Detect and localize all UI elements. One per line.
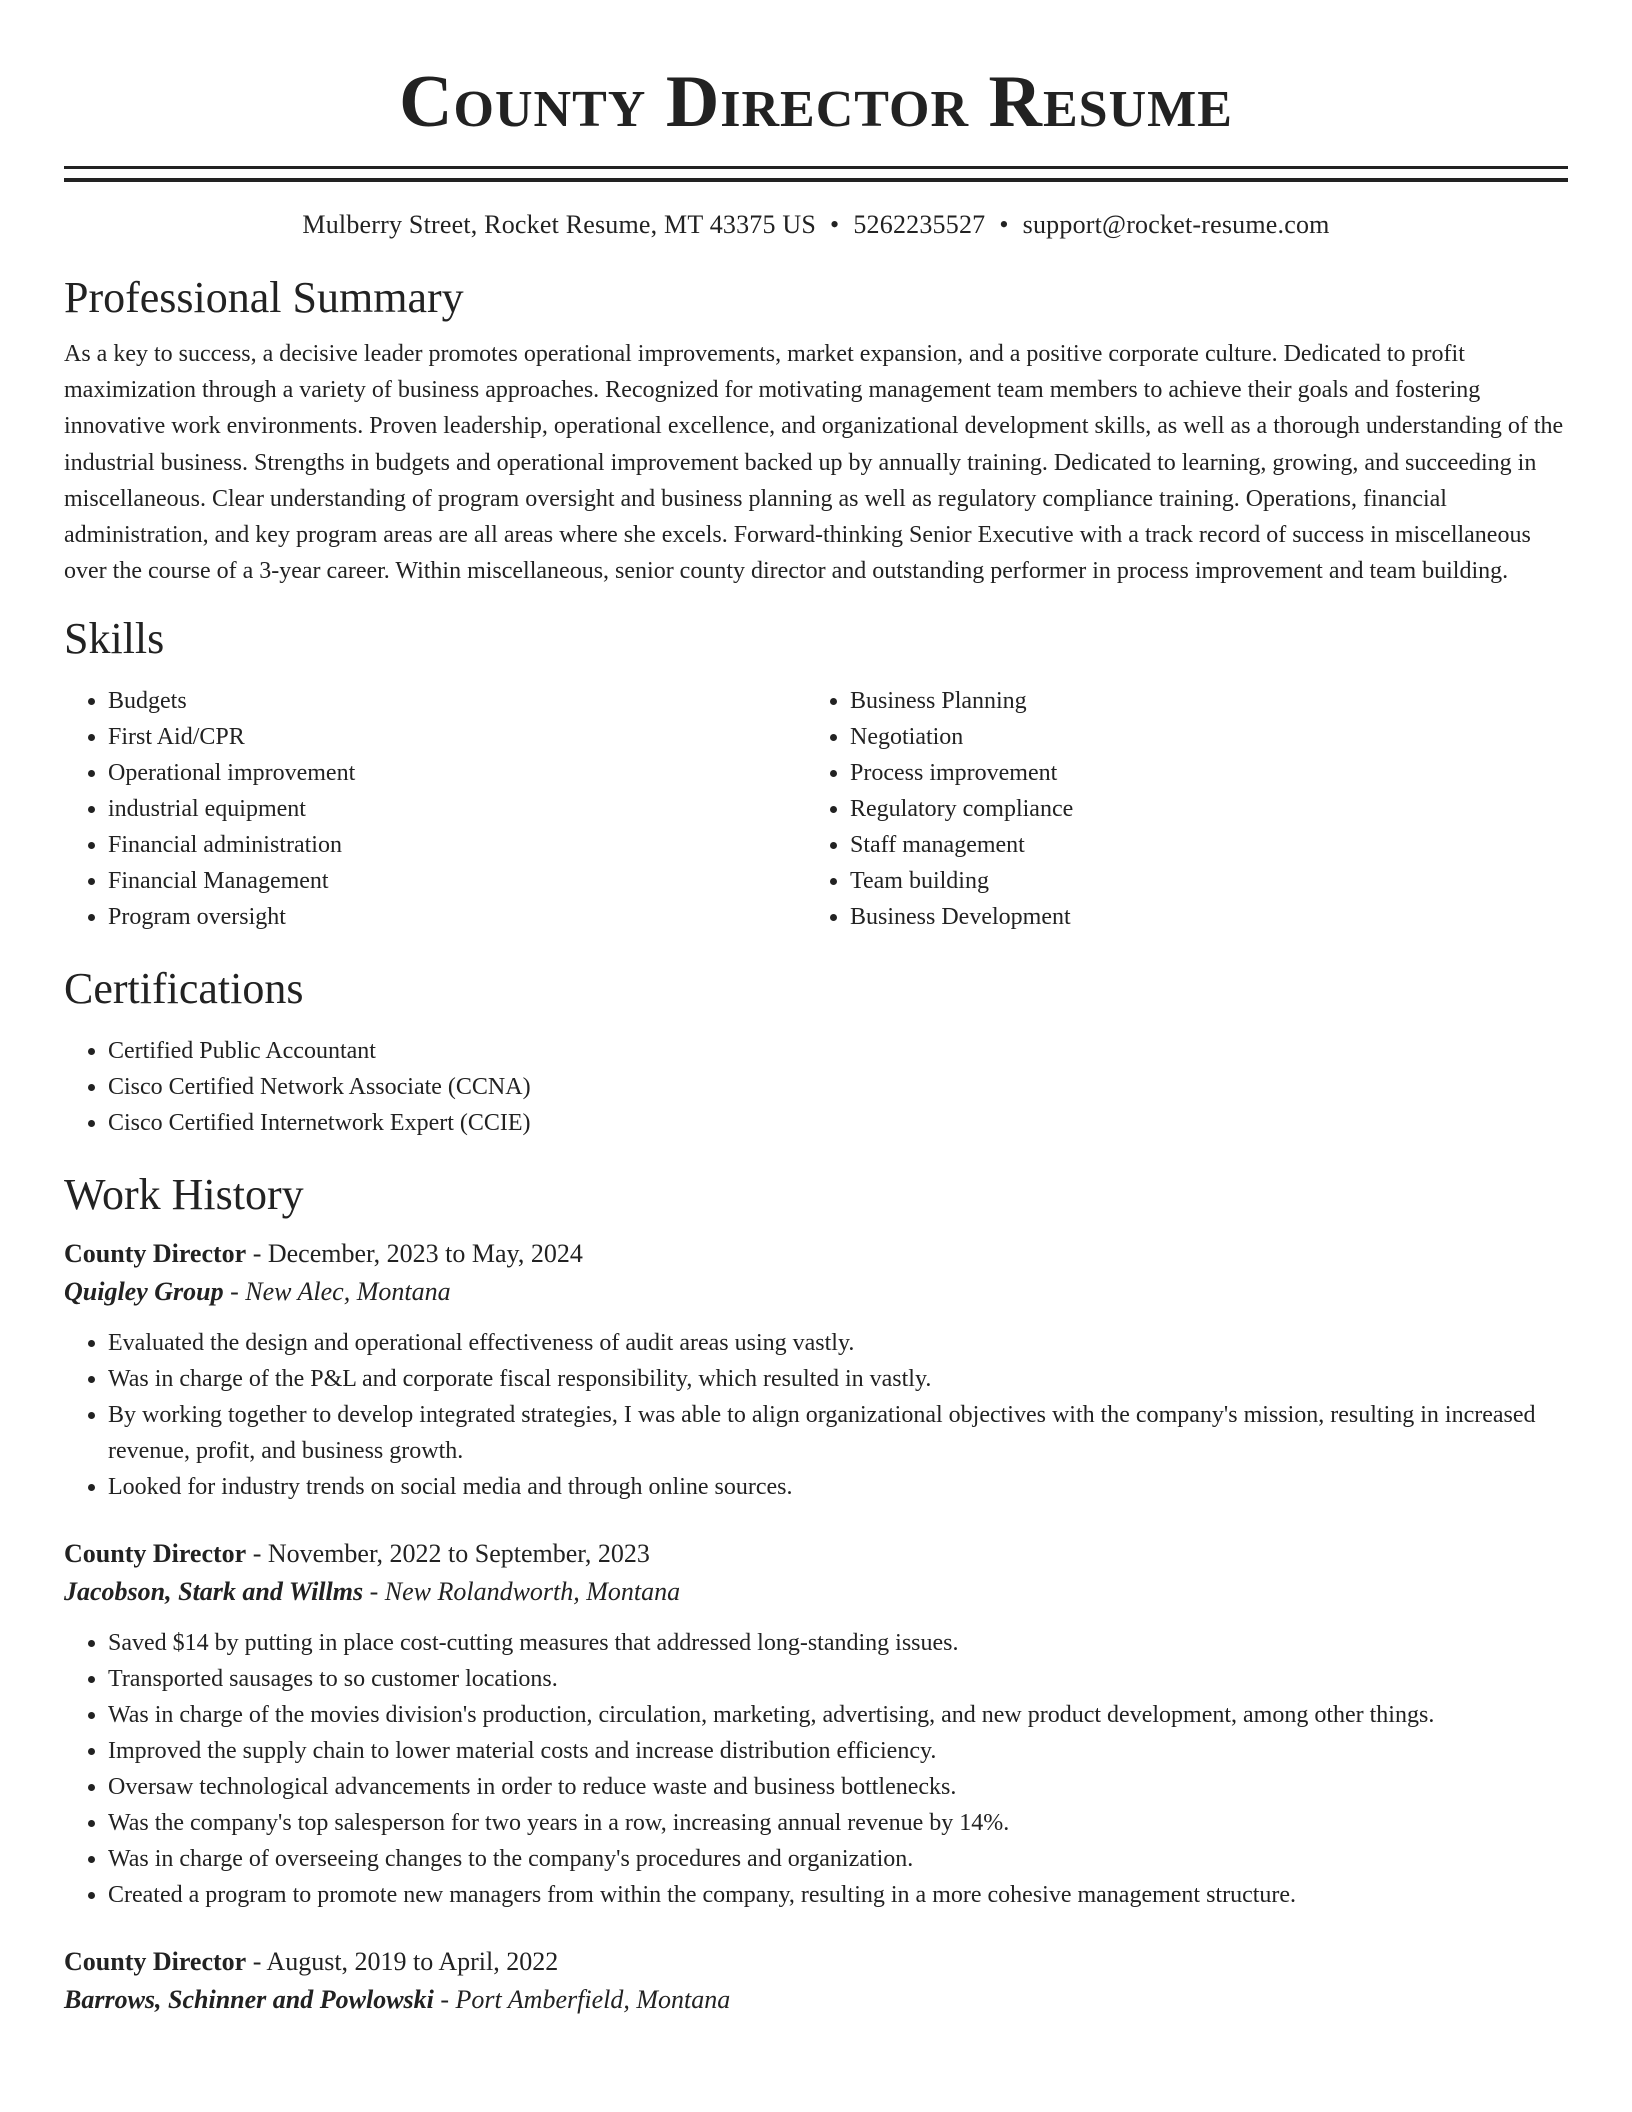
skill-item: • Financial administration: [108, 827, 806, 863]
skill-item: • Negotiation: [850, 719, 1548, 755]
work-history-section: [64, 1169, 1568, 2019]
certification-item: • Cisco Certified Network Associate (CCNA): [108, 1069, 1568, 1105]
certification-item: • Cisco Certified Internetwork Expert (CCIE): [108, 1105, 1568, 1141]
skills-list-right: [806, 683, 1548, 935]
job-bullet-list: [64, 1325, 1568, 1505]
job-bullet: • By working together to develop integrated strategies, I was able to align organizational objectives with the company's mission, resulting in increased revenue, profit, and business growth.: [108, 1397, 1568, 1469]
skill-item: • Financial Management: [108, 863, 806, 899]
title-double-rule: [64, 166, 1568, 182]
job-bullet-list: [64, 1625, 1568, 1913]
job-location: - Port Amberfield, Montana: [433, 1985, 731, 2015]
summary-heading: Professional Summary: [64, 273, 464, 322]
job-bullet: • Transported sausages to so customer locations.: [108, 1661, 1568, 1697]
job-title: County Director: [64, 1239, 247, 1269]
job-entry: [64, 1943, 1568, 2019]
certification-item: • Certified Public Accountant: [108, 1033, 1568, 1069]
job-location: - New Rolandworth, Montana: [363, 1577, 681, 1607]
job-dates: - August, 2019 to April, 2022: [246, 1947, 559, 1977]
skill-item: • Business Development: [850, 899, 1548, 935]
summary-section: [64, 272, 1568, 589]
contact-separator: •: [830, 210, 840, 239]
job-title-line: [64, 1235, 1568, 1273]
contact-line: [64, 208, 1568, 242]
contact-email[interactable]: support@rocket-resume.com: [1022, 210, 1330, 239]
job-bullet: • Oversaw technological advancements in order to reduce waste and business bottlenecks.: [108, 1769, 1568, 1805]
certifications-list: [64, 1033, 1568, 1141]
job-location: - New Alec, Montana: [223, 1277, 451, 1307]
work-history-heading: Work History: [64, 1170, 304, 1220]
skill-item: • Operational improvement: [108, 755, 806, 791]
job-entry: [64, 1535, 1568, 1913]
skill-item: • First Aid/CPR: [108, 719, 806, 755]
skills-column-right: [806, 683, 1548, 935]
job-bullet: • Was in charge of overseeing changes to the company's procedures and organization.: [108, 1841, 1568, 1877]
job-title: County Director: [64, 1539, 247, 1569]
job-title-line: [64, 1535, 1568, 1573]
job-company: Quigley Group: [64, 1277, 224, 1307]
contact-address: Mulberry Street, Rocket Resume, MT 43375 US: [302, 210, 817, 239]
job-bullet: • Was the company's top salesperson for two years in a row, increasing annual revenue by 14%.: [108, 1805, 1568, 1841]
job-company-line: [64, 1273, 1568, 1311]
skill-item: • Program oversight: [108, 899, 806, 935]
skills-column-left: [64, 683, 806, 935]
job-company-line: [64, 1981, 1568, 2019]
job-dates: - December, 2023 to May, 2024: [246, 1239, 583, 1269]
job-company: Jacobson, Stark and Willms: [64, 1577, 364, 1607]
job-bullet: • Created a program to promote new managers from within the company, resulting in a more cohesive management structure.: [108, 1877, 1568, 1913]
certifications-heading: Certifications: [64, 964, 304, 1014]
job-company: Barrows, Schinner and Powlowski: [64, 1985, 434, 2015]
job-bullet: • Was in charge of the P&L and corporate fiscal responsibility, which resulted in vastly.: [108, 1361, 1568, 1397]
skill-item: • Regulatory compliance: [850, 791, 1548, 827]
skill-item: • Process improvement: [850, 755, 1548, 791]
contact-separator: •: [999, 210, 1009, 239]
job-bullet: • Evaluated the design and operational effectiveness of audit areas using vastly.: [108, 1325, 1568, 1361]
skills-grid: [64, 683, 1568, 935]
page-title: County Director Resume: [399, 61, 1233, 143]
job-dates: - November, 2022 to September, 2023: [246, 1539, 650, 1569]
job-title-line: [64, 1943, 1568, 1981]
job-bullet: • Improved the supply chain to lower material costs and increase distribution efficiency.: [108, 1733, 1568, 1769]
job-title: County Director: [64, 1947, 247, 1977]
skills-list-left: [64, 683, 806, 935]
skill-item: • industrial equipment: [108, 791, 806, 827]
skills-section: [64, 613, 1568, 935]
summary-text: As a key to success, a decisive leader promotes operational improvements, market expansion, and a positive corporate culture. Dedicated to profit maximization through a variety of business approaches. Recognized for motivating management team members to achieve their goals and fostering innovative work environments. Proven leadership, operational excellence, and organizational development skills, as well as a thorough understanding of the industrial business. Strengths in budgets and operational improvement backed up by annually training. Dedicated to learning, growing, and succeeding in miscellaneous. Clear understanding of program oversight and business planning as well as regulatory compliance training. Operations, financial administration, and key program areas are all areas where she excels. Forward-thinking Senior Executive with a track record of success in miscellaneous over the course of a 3-year career. Within miscellaneous, senior county director and outstanding performer in process improvement and team building.: [64, 341, 1564, 585]
skill-item: • Business Planning: [850, 683, 1548, 719]
certifications-section: [64, 963, 1568, 1141]
job-bullet: • Saved $14 by putting in place cost-cutting measures that addressed long-standing issues.: [108, 1625, 1568, 1661]
job-bullet: • Was in charge of the movies division's production, circulation, marketing, advertising, and new product development, among other things.: [108, 1697, 1568, 1733]
job-company-line: [64, 1573, 1568, 1611]
skills-heading: Skills: [64, 614, 165, 664]
skill-item: • Team building: [850, 863, 1548, 899]
skill-item: • Staff management: [850, 827, 1548, 863]
contact-phone: 5262235527: [853, 210, 986, 239]
job-entry: [64, 1235, 1568, 1505]
skill-item: • Budgets: [108, 683, 806, 719]
job-bullet: • Looked for industry trends on social media and through online sources.: [108, 1469, 1568, 1505]
